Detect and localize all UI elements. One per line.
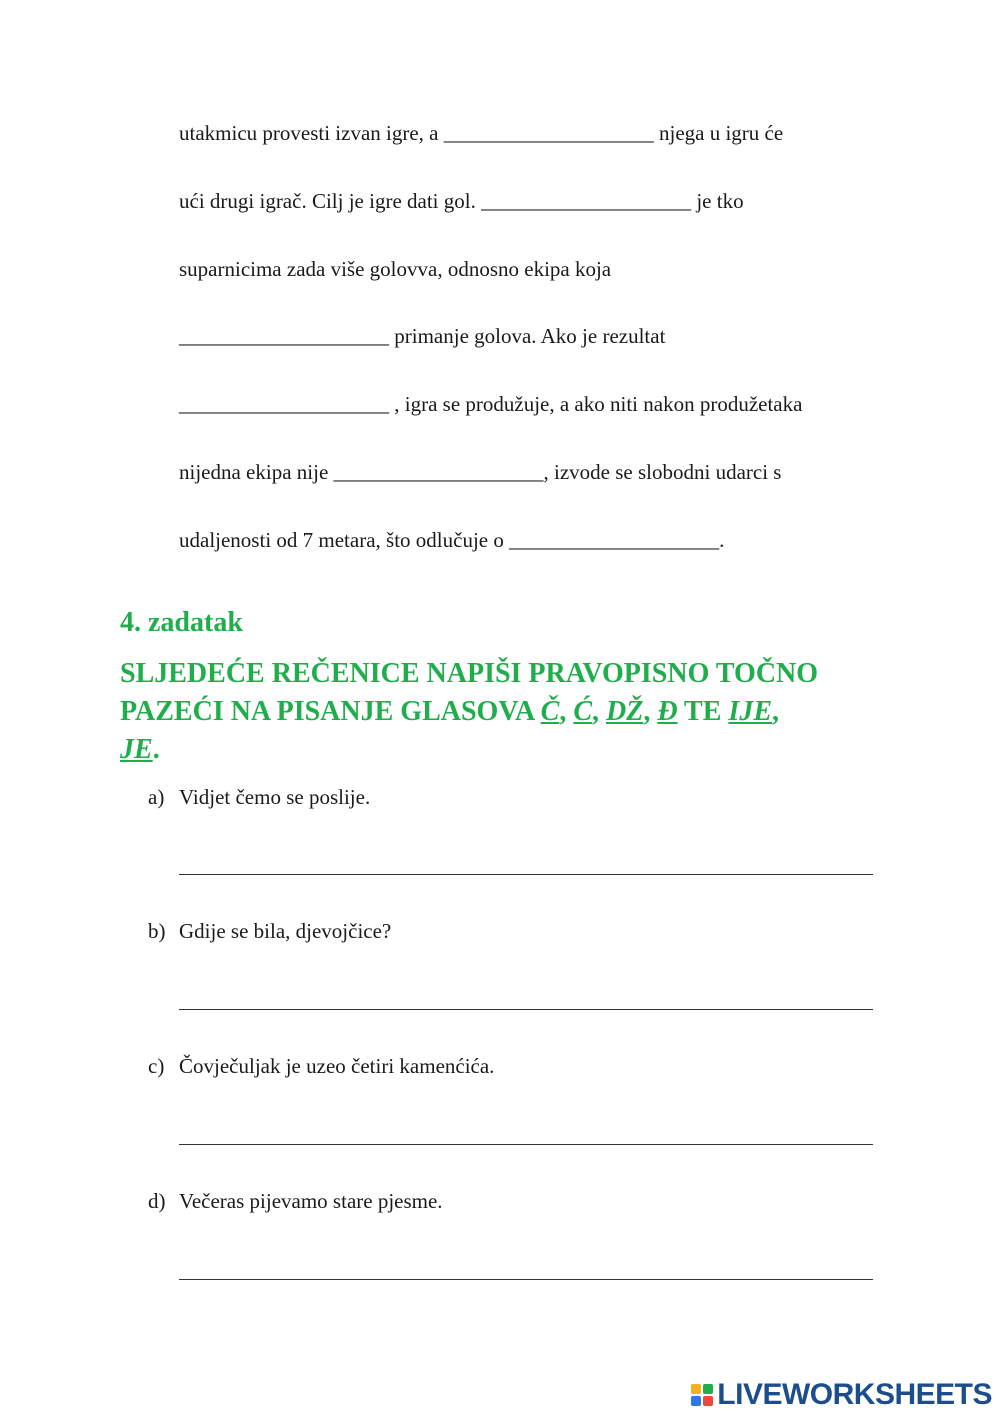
item-label: b) <box>148 919 166 943</box>
letter-dz-caron: DŽ <box>606 696 644 727</box>
task-instruction-line-3 <box>120 731 160 769</box>
logo-text: LIVEWORKSHEETS <box>717 1378 992 1411</box>
logo-mark-icon <box>691 1384 713 1406</box>
task-number-title: 4. zadatak <box>120 607 243 638</box>
letter-c-caron: Č <box>540 696 560 727</box>
item-sentence: Gdije se bila, djevojčice? <box>179 919 392 943</box>
logo-mark-square <box>691 1384 701 1394</box>
logo-mark-square <box>691 1396 701 1406</box>
item-label: c) <box>148 1054 165 1078</box>
separator: , <box>643 696 658 727</box>
task-instruction-line-2 <box>120 693 779 731</box>
paragraph-line-1: utakmicu provesti izvan igre, a ____________________ njega u igru će <box>179 121 784 145</box>
item-label: d) <box>148 1189 166 1213</box>
paragraph-line-7: udaljenosti od 7 metara, što odlučuje o ____________________. <box>179 528 725 552</box>
logo-mark-square <box>703 1384 713 1394</box>
paragraph-line-4: ____________________ primanje golova. Ako je rezultat <box>179 324 666 348</box>
item-sentence: Večeras pijevamo stare pjesme. <box>179 1189 443 1213</box>
item-sentence: Čovječuljak je uzeo četiri kamenćića. <box>179 1054 495 1078</box>
exercise-item-b <box>148 918 391 944</box>
task-instruction-line-1: SLJEDEĆE REČENICE NAPIŠI PRAVOPISNO TOČNO <box>120 658 819 689</box>
separator: , <box>592 696 606 727</box>
exercise-item-c <box>148 1053 494 1079</box>
logo-mark-square <box>703 1396 713 1406</box>
separator: , <box>772 696 779 727</box>
liveworksheets-logo[interactable] <box>691 1377 992 1413</box>
paragraph-line-5: ____________________ , igra se produžuje, a ako niti nakon produžetaka <box>179 392 803 416</box>
exercise-item-a <box>148 784 370 810</box>
paragraph-line-2: ući drugi igrač. Cilj je igre dati gol. ____________________ je tko <box>179 189 744 213</box>
answer-line-b[interactable] <box>179 1009 873 1010</box>
answer-line-a[interactable] <box>179 874 873 875</box>
period: . <box>152 734 160 765</box>
instruction-prefix: PAZEĆI NA PISANJE GLASOVA <box>120 696 541 727</box>
letter-je: JE <box>120 734 153 765</box>
item-sentence: Vidjet čemo se poslije. <box>179 785 371 809</box>
te-word: TE <box>677 696 729 727</box>
paragraph-line-3: suparnicima zada više golovva, odnosno ekipa koja <box>179 257 612 281</box>
answer-line-d[interactable] <box>179 1279 873 1280</box>
paragraph-line-6: nijedna ekipa nije ____________________, izvode se slobodni udarci s <box>179 460 782 484</box>
letter-ije: IJE <box>728 696 772 727</box>
answer-line-c[interactable] <box>179 1144 873 1145</box>
item-label: a) <box>148 785 165 809</box>
letter-d-stroke: Đ <box>657 696 678 727</box>
letter-c-acute: Ć <box>573 696 592 727</box>
separator: , <box>559 696 574 727</box>
exercise-item-d <box>148 1188 443 1214</box>
